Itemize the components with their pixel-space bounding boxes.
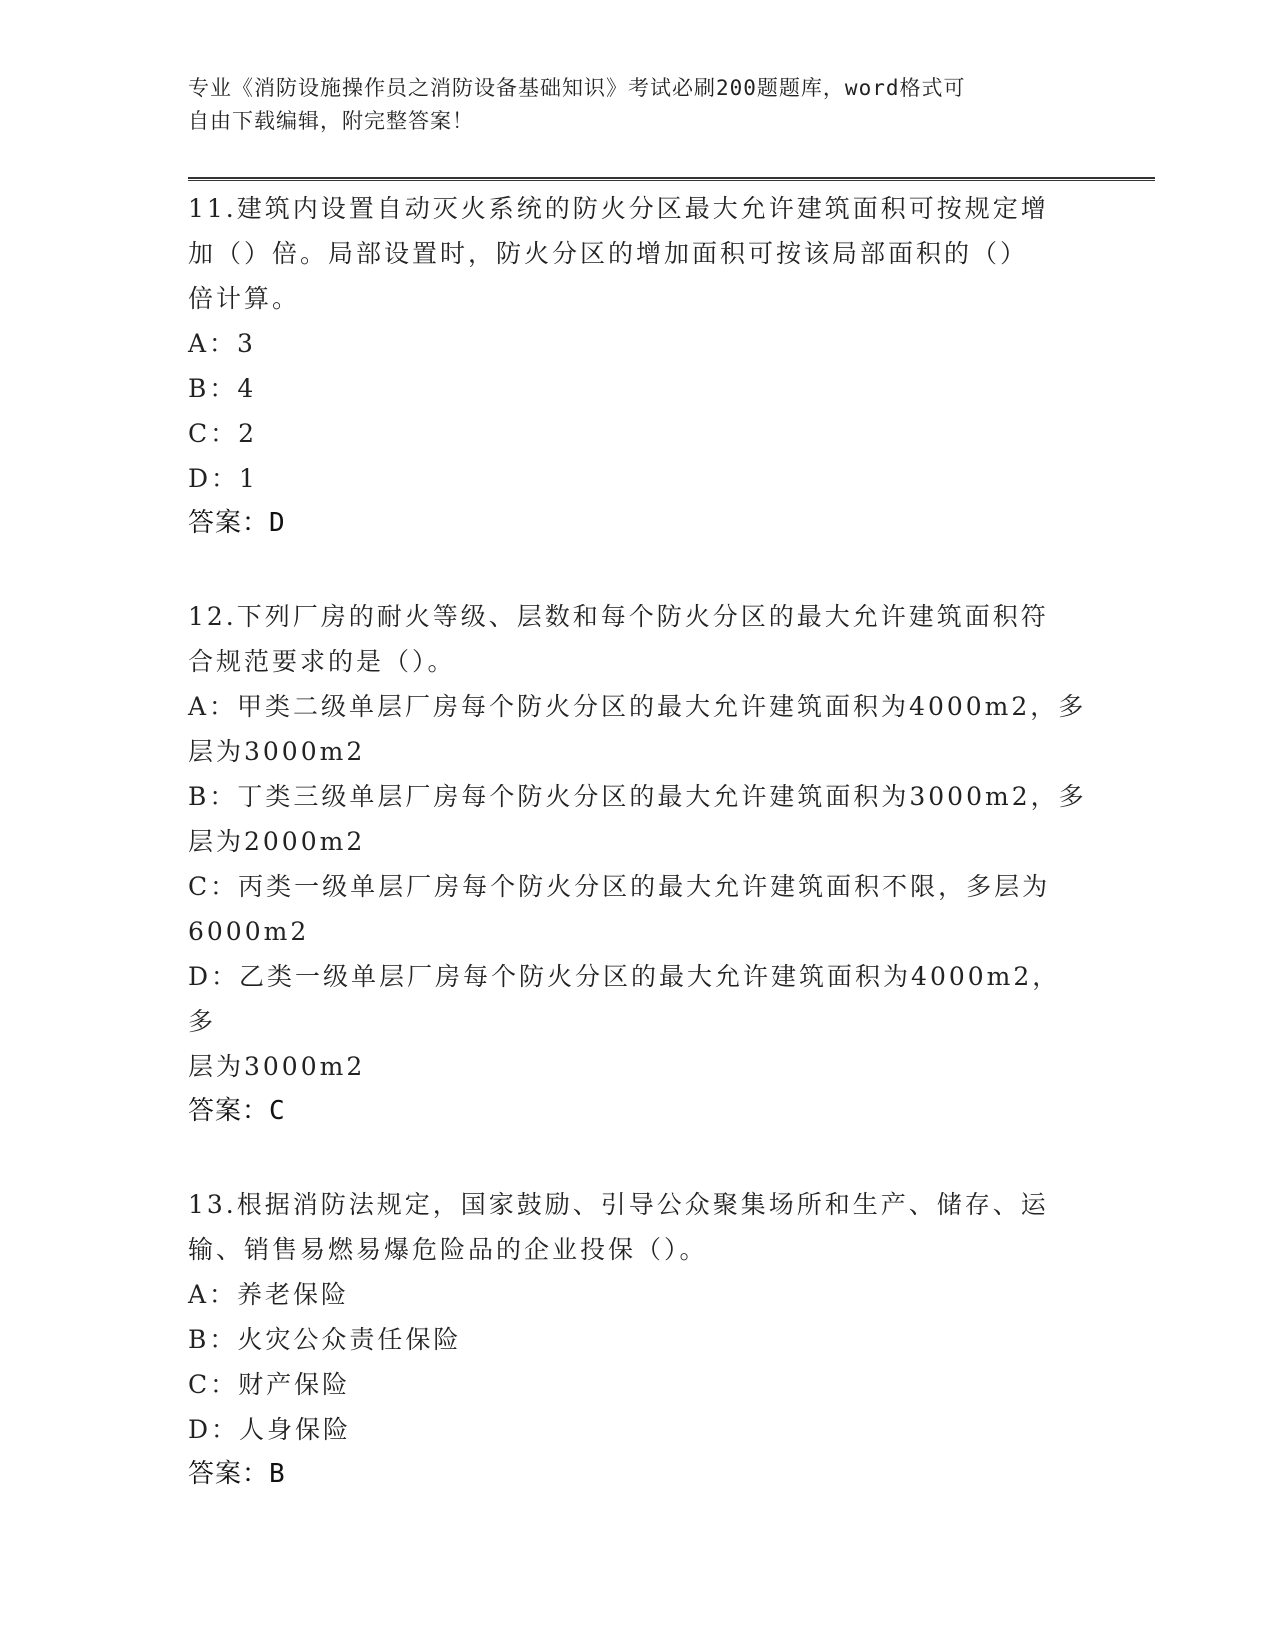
option-line: 层为2000m2 (188, 827, 366, 856)
option-line: A：3 (188, 329, 256, 358)
option-c (188, 411, 1088, 456)
option-d (188, 954, 1088, 1089)
option-line: C：丙类一级单层厂房每个防火分区的最大允许建筑面积不限，多层为 (188, 872, 1051, 901)
option-line: D：人身保险 (188, 1415, 352, 1444)
question-list (188, 186, 1088, 1545)
stem-line: 倍计算。 (188, 284, 301, 313)
stem-line: 加（）倍。局部设置时，防火分区的增加面积可按该局部面积的（） (188, 239, 1029, 268)
header-line-2: 自由下载编辑，附完整答案！ (188, 109, 474, 133)
header-divider (188, 177, 1155, 181)
option-c (188, 864, 1088, 954)
option-a (188, 321, 1088, 366)
stem-line: 12.下列厂房的耐火等级、层数和每个防火分区的最大允许建筑面积符 (188, 602, 1049, 631)
stem-line: 11.建筑内设置自动灭火系统的防火分区最大允许建筑面积可按规定增 (188, 194, 1049, 223)
document-header (188, 72, 1088, 138)
option-line: B：4 (188, 374, 257, 403)
question-11 (188, 186, 1088, 546)
header-line-1: 专业《消防设施操作员之消防设备基础知识》考试必刷200题题库，word格式可 (188, 76, 966, 100)
option-line: 层为3000m2 (188, 1052, 366, 1081)
stem-line: 合规范要求的是（）。 (188, 647, 456, 676)
option-line: A：养老保险 (188, 1280, 350, 1309)
option-d (188, 1407, 1088, 1452)
question-stem (188, 186, 1088, 321)
option-a (188, 684, 1088, 774)
option-line: B：火灾公众责任保险 (188, 1325, 462, 1354)
option-b (188, 774, 1088, 864)
option-line: C：财产保险 (188, 1370, 351, 1399)
option-a (188, 1272, 1088, 1317)
answer-line: 答案：C (188, 1096, 286, 1126)
option-line: C：2 (188, 419, 258, 448)
option-b (188, 1317, 1088, 1362)
question-stem (188, 1182, 1088, 1272)
question-12 (188, 594, 1088, 1134)
option-line: A：甲类二级单层厂房每个防火分区的最大允许建筑面积为4000m2，多 (188, 692, 1087, 721)
option-c (188, 1362, 1088, 1407)
option-line: D：1 (188, 464, 258, 493)
option-b (188, 366, 1088, 411)
answer-line: 答案：B (188, 1459, 286, 1489)
option-line: D：乙类一级单层厂房每个防火分区的最大允许建筑面积为4000m2，多 (188, 962, 1061, 1036)
answer-line: 答案：D (188, 508, 286, 538)
stem-line: 13.根据消防法规定，国家鼓励、引导公众聚集场所和生产、储存、运 (188, 1190, 1049, 1219)
option-line: B：丁类三级单层厂房每个防火分区的最大允许建筑面积为3000m2，多 (188, 782, 1087, 811)
option-line: 6000m2 (188, 917, 310, 946)
question-13 (188, 1182, 1088, 1497)
question-stem (188, 594, 1088, 684)
option-line: 层为3000m2 (188, 737, 366, 766)
option-d (188, 456, 1088, 501)
stem-line: 输、销售易燃易爆危险品的企业投保（）。 (188, 1235, 708, 1264)
